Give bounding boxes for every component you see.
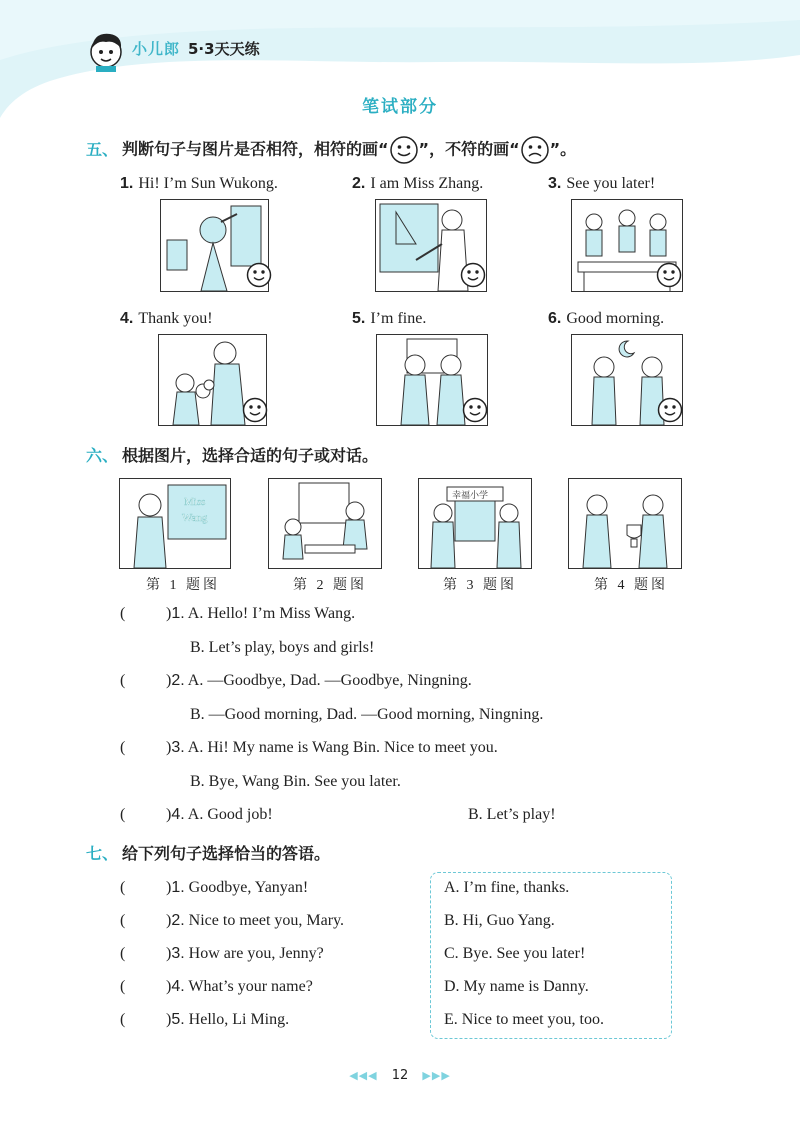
answer-blank-open: (: [120, 978, 126, 995]
instruction-text-a: 判断句子与图片是否相符，相符的画“: [122, 139, 389, 159]
smile-face-icon: [657, 397, 683, 423]
q6-3-option-b: B. Bye, Wang Bin. See you later.: [190, 773, 401, 790]
sad-face-icon: [520, 135, 550, 165]
answer-blank-open: (: [120, 879, 126, 896]
q7-question: )4. What’s your name?: [166, 978, 313, 995]
answer-blank-open: (: [120, 605, 126, 622]
instruction-text-c: ”。: [549, 139, 577, 159]
s5-item-label: 1. Hi! I’m Sun Wukong.: [120, 175, 278, 192]
school-sign-text: 幸福小学: [452, 491, 489, 501]
q6-2-option-a: )2. A. —Goodbye, Dad. —Goodbye, Ningning.: [166, 672, 472, 689]
answer-blank-open: (: [120, 672, 126, 689]
q6-4-option-a: )4. A. Good job!: [166, 806, 273, 823]
picture-q4-trophy: [568, 478, 682, 569]
picture-caption: 第 1 题图: [146, 578, 220, 593]
q7-answer-option: C. Bye. See you later!: [444, 945, 586, 962]
smile-face-icon: [460, 262, 486, 288]
book-series-title: 5·3天天练: [188, 40, 260, 58]
s5-item-label: 6. Good morning.: [548, 310, 665, 327]
smile-face-icon: [389, 135, 419, 165]
picture-caption: 第 2 题图: [293, 578, 367, 593]
brand-name: 小儿郎: [132, 40, 181, 58]
s5-item-label: 4. Thank you!: [120, 310, 213, 327]
picture-caption: 第 3 题图: [443, 578, 517, 593]
answer-blank-open: (: [120, 739, 126, 756]
q6-2-option-b: B. —Good morning, Dad. —Good morning, Ningning.: [190, 706, 544, 723]
q6-4-option-b: B. Let’s play!: [468, 806, 556, 823]
answer-blank-open: (: [120, 1011, 126, 1028]
answer-blank-open: (: [120, 806, 126, 823]
q7-answer-option: A. I’m fine, thanks.: [444, 879, 570, 896]
answer-blank-open: (: [120, 912, 126, 929]
q7-question: )2. Nice to meet you, Mary.: [166, 912, 345, 929]
left-arrows-icon: ◀◀◀: [349, 1069, 378, 1082]
picture-q3-school: [418, 478, 532, 569]
q6-3-option-a: )3. A. Hi! My name is Wang Bin. Nice to meet you.: [166, 739, 498, 756]
right-arrows-icon: ▶▶▶: [422, 1069, 451, 1082]
answer-blank-open: (: [120, 945, 126, 962]
s5-item-label: 2. I am Miss Zhang.: [352, 175, 484, 192]
section-6-title: 六、 根据图片，选择合适的句子或对话。: [86, 446, 379, 465]
picture-caption: 第 4 题图: [594, 578, 668, 593]
smile-face-icon: [246, 262, 272, 288]
section-7-title: 七、 给下列句子选择恰当的答语。: [86, 844, 331, 863]
picture-q2-breakfast: [268, 478, 382, 569]
q7-answer-option: D. My name is Danny.: [444, 978, 589, 995]
section-5-title: [86, 135, 576, 165]
part-title: 笔试部分: [362, 97, 438, 117]
q7-answer-option: B. Hi, Guo Yang.: [444, 912, 555, 929]
q7-answer-option: E. Nice to meet you, too.: [444, 1011, 604, 1028]
smile-face-icon: [656, 262, 682, 288]
section-number: 五、: [86, 139, 119, 159]
q7-question: )3. How are you, Jenny?: [166, 945, 324, 962]
smile-face-icon: [462, 397, 488, 423]
q7-question: )1. Goodbye, Yanyan!: [166, 879, 309, 896]
mascot-logo-icon: [84, 28, 128, 72]
smile-face-icon: [242, 397, 268, 423]
page-footer: [0, 1068, 800, 1083]
s5-item-label: 5. I’m fine.: [352, 310, 427, 327]
picture-q1-miss-wang: [119, 478, 231, 569]
board-text-wang: Wang: [182, 512, 208, 524]
page-number: 12: [391, 1068, 409, 1083]
board-text-miss: Miss: [184, 496, 206, 508]
q6-1-option-b: B. Let’s play, boys and girls!: [190, 639, 375, 656]
instruction-text-b: ”，不符的画“: [418, 139, 520, 159]
s5-item-label: 3. See you later!: [548, 175, 656, 192]
q7-question: )5. Hello, Li Ming.: [166, 1011, 290, 1028]
q6-1-option-a: )1. A. Hello! I’m Miss Wang.: [166, 605, 356, 622]
